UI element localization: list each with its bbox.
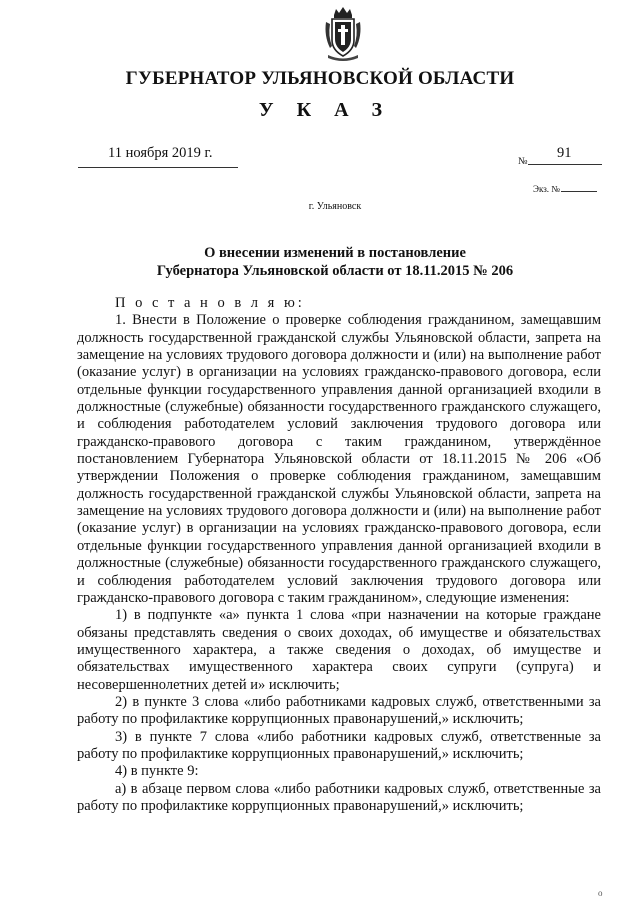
document-type: У К А З (258, 99, 392, 121)
page-mark: о (598, 888, 603, 898)
heading-line-1: О внесении изменений в постановление (204, 245, 466, 261)
city: г. Ульяновск (308, 201, 362, 212)
copy-underline (561, 184, 597, 192)
paragraph-4: 3) в пункте 7 слова «либо работники кадровых служб, ответственные за работу по профилактике коррупционных правонарушений,» исключить; (77, 728, 601, 762)
number-label: № (518, 156, 528, 167)
intro-paragraph: П о с т а н о в л я ю: (115, 295, 305, 311)
date-underline (78, 167, 238, 168)
copy-label: Экз. № (533, 184, 560, 194)
document-number: 91 (557, 145, 572, 161)
coat-of-arms-icon (322, 6, 364, 62)
document-date: 11 ноября 2019 г. (108, 145, 213, 161)
paragraph-2: 1) в подпункте «а» пункта 1 слова «при назначении на которые граждане обязаны представлять сведения о своих доходах, об имуществе и обязательствах имущественного характера, а также сведения о доходах, об имуществе и обязательствах имущественного характера своих супруги (супруга) и несовершеннолетних детей и» исключить; (77, 607, 601, 693)
paragraph-5: 4) в пункте 9: (115, 763, 199, 780)
paragraph-6: а) в абзаце первом слова «либо работники кадровых служб, ответственные за работу по профилактике коррупционных правонарушений,» исключить; (77, 780, 601, 814)
document-body (77, 295, 601, 815)
paragraph-3: 2) в пункте 3 слова «либо работниками кадровых служб, ответственными за работу по профилактике коррупционных правонарушений,» исключить; (77, 693, 601, 728)
heading-line-2: Губернатора Ульяновской области от 18.11.2015 № 206 (156, 263, 514, 279)
issuer-title: ГУБЕРНАТОР УЛЬЯНОВСКОЙ ОБЛАСТИ (125, 68, 515, 89)
number-underline (528, 164, 602, 165)
document-heading (0, 244, 640, 280)
paragraph-1: 1. Внести в Положение о проверке соблюдения гражданином, замещавшим должность государственной гражданской службы Ульяновской области, запрета на замещение на условиях трудового договора должности и (или) на выполнение работ (оказание услуг) в организации на условиях гражданско-правового договора, если отдельные функции государственного управления данной организацией входили в должностные (служебные) обязанности государственного гражданского служащего, и соблюдения работодателем условий заключения трудового договора или гражданско-правового договора с таким гражданином, утверждённое постановлением Губернатора Ульяновской области от 18.11.2015 № 206 «Об утверждении Положения о проверке соблюдения гражданином, замещавшим должность государственной гражданской службы Ульяновской области, запрета на замещение на условиях трудового договора должности и (или) на выполнение работ (оказание услуг) в организации на условиях гражданско-правового договора, если отдельные функции государственного управления данной организацией входили в должностные (служебные) обязанности государственного гражданского служащего, и соблюдения работодателем условий заключения трудового договора или гражданско-правового договора с таким гражданином», следующие изменения: (77, 312, 601, 606)
copy-number (533, 184, 597, 194)
